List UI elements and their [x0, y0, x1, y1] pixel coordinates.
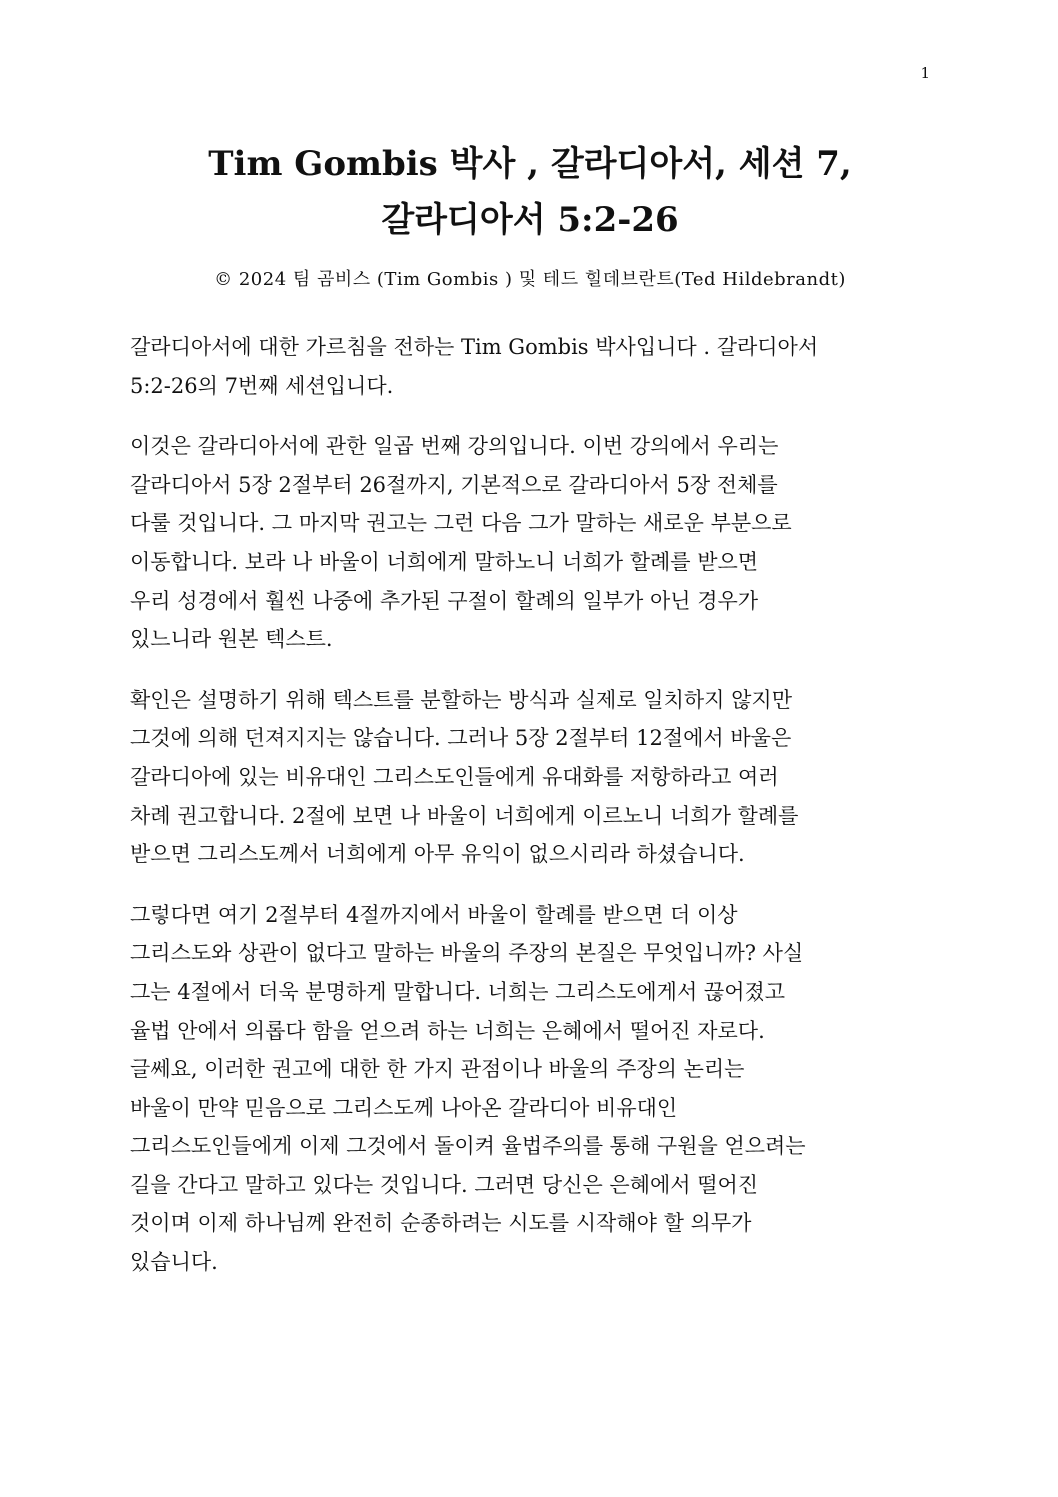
paragraph-line: 5:2-26의 7번째 세션입니다.: [130, 373, 394, 398]
page-number: 1: [920, 64, 930, 82]
paragraph-line: 그것에 의해 던져지지는 않습니다. 그러나 5장 2절부터 12절에서 바울은: [130, 726, 792, 751]
paragraph-line: 갈라디아에 있는 비유대인 그리스도인들에게 유대화를 저항하라고 여러: [130, 764, 779, 789]
paragraph-line: 이동합니다. 보라 나 바울이 너희에게 말하노니 너희가 할례를 받으면: [130, 549, 759, 574]
paragraph: [130, 681, 930, 874]
paragraph-line: 그리스도와 상관이 없다고 말하는 바울의 주장의 본질은 무엇입니까? 사실: [130, 941, 804, 966]
paragraph: [130, 328, 930, 405]
paragraph: [130, 896, 930, 1282]
paragraph: [130, 427, 930, 659]
paragraph-line: 있느니라 원본 텍스트.: [130, 627, 333, 652]
copyright-line: © 2024 팀 곰비스 (Tim Gombis ) 및 테드 힐데브란트(Ted Hildebrandt): [214, 269, 846, 290]
title-line-1: Tim Gombis 박사 , 갈라디아서, 세션 7,: [208, 144, 852, 184]
paragraph-line: 우리 성경에서 훨씬 나중에 추가된 구절이 할례의 일부가 아닌 경우가: [130, 588, 759, 613]
paragraph-line: 차례 권고합니다. 2절에 보면 나 바울이 너희에게 이르노니 너희가 할례를: [130, 803, 799, 828]
paragraph-line: 확인은 설명하기 위해 텍스트를 분할하는 방식과 실제로 일치하지 않지만: [130, 687, 792, 712]
paragraph-line: 바울이 만약 믿음으로 그리스도께 나아온 갈라디아 비유대인: [130, 1095, 678, 1120]
paragraph-line: 것이며 이제 하나님께 완전히 순종하려는 시도를 시작해야 할 의무가: [130, 1211, 752, 1236]
document-title: [90, 136, 970, 248]
paragraph-line: 길을 간다고 말하고 있다는 것입니다. 그러면 당신은 은혜에서 떨어진: [130, 1172, 759, 1197]
paragraph-line: 갈라디아서 5장 2절부터 26절까지, 기본적으로 갈라디아서 5장 전체를: [130, 472, 778, 497]
paragraph-line: 갈라디아서에 대한 가르침을 전하는 Tim Gombis 박사입니다 . 갈라디아서: [130, 335, 819, 359]
paragraph-line: 다룰 것입니다. 그 마지막 권고는 그런 다음 그가 말하는 새로운 부분으로: [130, 511, 792, 536]
paragraph-line: 있습니다.: [130, 1250, 218, 1275]
title-line-2: 갈라디아서 5:2-26: [381, 200, 679, 240]
paragraph-line: 그리스도인들에게 이제 그것에서 돌이켜 율법주의를 통해 구원을 얻으려는: [130, 1134, 806, 1159]
paragraph-line: 받으면 그리스도께서 너희에게 아무 유익이 없으시리라 하셨습니다.: [130, 842, 745, 867]
paragraph-line: 그는 4절에서 더욱 분명하게 말합니다. 너희는 그리스도에게서 끊어졌고: [130, 979, 786, 1004]
paragraph-line: 그렇다면 여기 2절부터 4절까지에서 바울이 할례를 받으면 더 이상: [130, 902, 738, 927]
document-body: [130, 328, 930, 1304]
paragraph-line: 율법 안에서 의롭다 함을 얻으려 하는 너희는 은혜에서 떨어진 자로다.: [130, 1018, 765, 1043]
paragraph-line: 이것은 갈라디아서에 관한 일곱 번째 강의입니다. 이번 강의에서 우리는: [130, 434, 779, 459]
paragraph-line: 글쎄요, 이러한 권고에 대한 한 가지 관점이나 바울의 주장의 논리는: [130, 1057, 745, 1082]
